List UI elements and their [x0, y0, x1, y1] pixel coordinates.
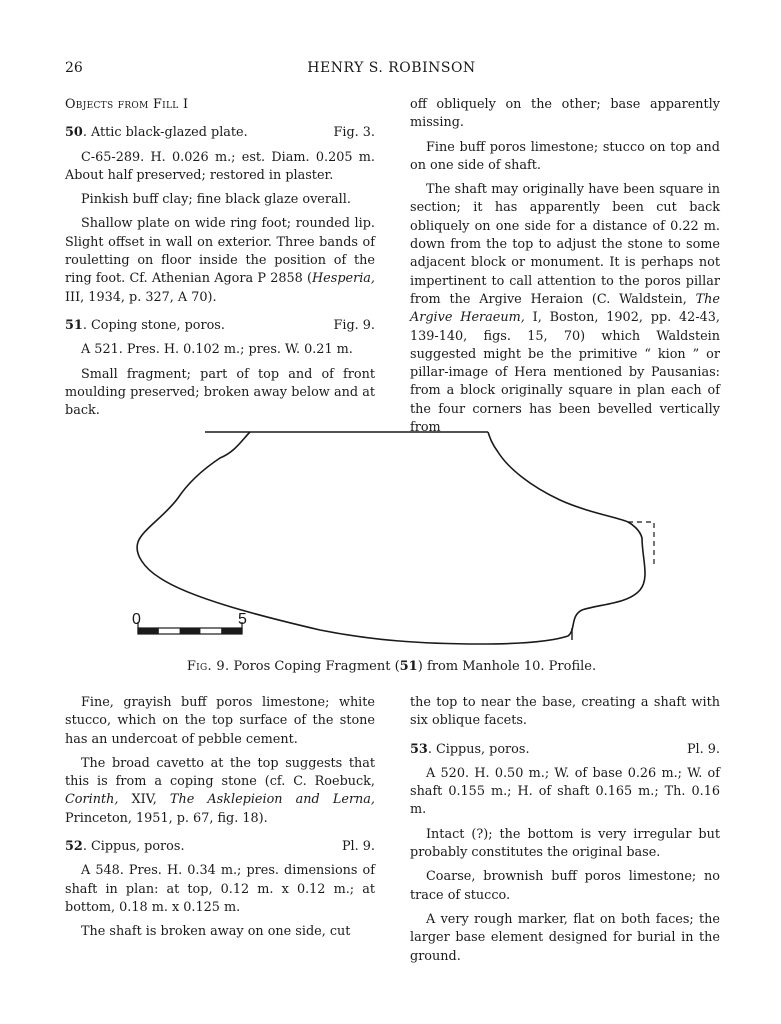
paragraph: Fine, grayish buff poros limestone; white stucco, which on the top surface of the stone has an undercoat of pebble cement.	[65, 695, 375, 747]
left-column-top	[65, 96, 375, 426]
text: The broad cavetto at the top suggests that this is from a coping stone (cf. C. Roebuck,	[65, 755, 375, 790]
caption-bold: 51	[399, 659, 418, 674]
text: I, Boston, 1902, pp. 42-43, 139-140, figs. 15, 70) which Waldstein suggested might be the primitive “ kion ” or pillar-image of Hera mentioned by Pausanias: from a block originally square in plan each of the four corners has been bevelled vertically from	[410, 310, 721, 436]
scale-label-zero: 0	[132, 611, 141, 628]
paragraph: A 520. H. 0.50 m.; W. of base 0.26 m.; W. of shaft 0.155 m.; H. of shaft 0.165 m.; Th. 0.16 m.	[410, 765, 720, 818]
right-column-bottom	[410, 694, 720, 972]
entry-figure-ref: Fig. 3.	[333, 125, 375, 141]
italic-text: Hesperia,	[312, 271, 375, 287]
entry-plate-ref: Pl. 9.	[686, 741, 720, 757]
paragraph: Intact (?); the bottom is very irregular but probably constitutes the original base.	[410, 826, 720, 861]
paragraph: off obliquely on the other; base apparently missing.	[410, 97, 720, 131]
entry-number: 50	[65, 125, 83, 141]
page-number: 26	[65, 60, 83, 76]
right-column-top	[410, 96, 720, 443]
paragraph: The shaft is broken away on one side, cut	[81, 924, 351, 940]
restoration-dashes	[628, 522, 654, 568]
paragraph: Pinkish buff clay; fine black glaze overall.	[81, 192, 351, 208]
profile-drawing	[120, 418, 665, 650]
scale-label-five: 5	[238, 611, 247, 628]
italic-text: The Asklepieion and Lerna,	[169, 792, 375, 808]
paragraph: A 548. Pres. H. 0.34 m.; pres. dimensions of shaft in plan: at top, 0.12 m. x 0.12 m.; at bottom, 0.18 m. x 0.125 m.	[65, 863, 375, 915]
catalog-entry-52	[65, 838, 375, 856]
caption-label: Fig. 9.	[186, 659, 230, 674]
running-head: HENRY S. ROBINSON	[307, 60, 476, 76]
italic-text: Corinth,	[65, 792, 119, 808]
paragraph: the top to near the base, creating a shaft with six oblique facets.	[410, 695, 720, 729]
paragraph: Coarse, brownish buff poros limestone; no trace of stucco.	[410, 869, 720, 903]
entry-number: 51	[65, 317, 83, 333]
paragraph: C-65-289. H. 0.026 m.; est. Diam. 0.205 m. About half preserved; restored in plaster.	[65, 149, 375, 183]
catalog-entry-51	[65, 317, 375, 335]
entry-title: . Cippus, poros.	[427, 741, 530, 757]
entry-title: . Cippus, poros.	[82, 839, 185, 855]
paragraph: A very rough marker, flat on both faces; the larger base element designed for burial in the ground.	[410, 911, 720, 964]
paragraph	[65, 215, 375, 306]
profile-outline	[137, 432, 645, 644]
entry-title: . Coping stone, poros.	[82, 317, 225, 333]
text: III, 1934, p. 327, A 70).	[65, 289, 217, 305]
caption-text: Poros Coping Fragment (	[229, 659, 400, 674]
left-column-bottom	[65, 694, 375, 948]
paragraph	[65, 755, 375, 828]
paragraph: Small fragment; part of top and of front moulding preserved; broken away below and at back.	[65, 366, 375, 419]
text: Princeton, 1951, p. 67, fig. 18).	[65, 810, 268, 826]
entry-number: 52	[65, 839, 83, 855]
section-heading: Objects from Fill I	[65, 97, 189, 112]
caption-text: ) from Manhole 10. Profile.	[417, 659, 597, 674]
scale-bar	[138, 622, 242, 634]
text: Shallow plate on wide ring foot; rounded lip. Slight offset in wall on exterior. Three bands of rouletting on floor inside the position of the ring foot. Cf. Athenian Agora P 2858 (	[65, 216, 375, 287]
entry-figure-ref: Fig. 9.	[333, 317, 375, 333]
paragraph	[410, 181, 720, 437]
entry-number: 53	[410, 741, 428, 757]
catalog-entry-50	[65, 124, 375, 142]
entry-plate-ref: Pl. 9.	[341, 839, 375, 855]
page-header	[65, 60, 718, 80]
catalog-entry-53	[410, 741, 720, 759]
figure-caption	[65, 659, 718, 674]
text: XIV,	[118, 792, 170, 808]
paragraph: A 521. Pres. H. 0.102 m.; pres. W. 0.21 m.	[81, 342, 353, 358]
entry-title: . Attic black-glazed plate.	[82, 125, 248, 141]
italic-text: The Argive Heraeum,	[410, 291, 720, 326]
paragraph: Fine buff poros limestone; stucco on top and on one side of shaft.	[410, 139, 720, 173]
text: The shaft may originally have been square in section; it has apparently been cut back obliquely on one side for a distance of 0.22 m. down from the top to adjust the stone to some adjacent block or monument. It is perhaps not impertinent to call attention to the poros pillar from the Argive Heraion (C. Waldstein,	[410, 182, 720, 307]
